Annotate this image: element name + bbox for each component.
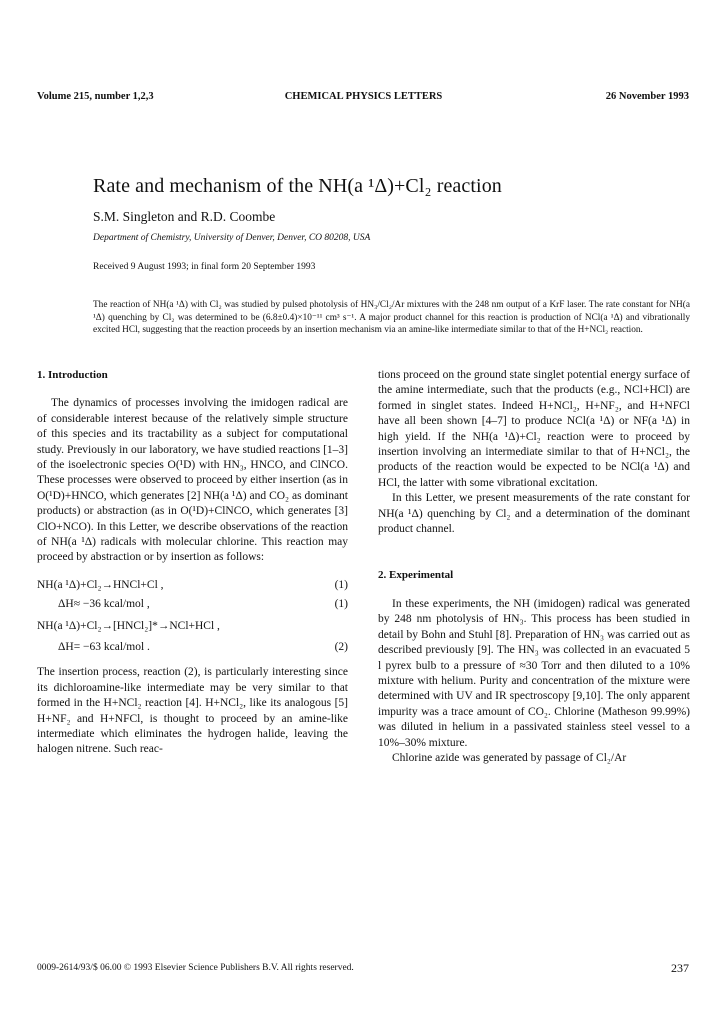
copyright-line: 0009-2614/93/$ 06.00 © 1993 Elsevier Science Publishers B.V. All rights reserved. <box>37 963 354 973</box>
volume-info: Volume 215, number 1,2,3 <box>37 91 154 102</box>
intro-paragraph: The dynamics of processes involving the imidogen radical are of considerable interest because of the relatively simple structure of this species and its tractability as a subject for computational study. Previously in our laboratory, we have studied reactions [1–3] of the isoelectronic species O(¹D) with HN₃, HNCO, and ClNCO. These processes were observed to proceed by either insertion (as in O(¹D)+HNCO, which generates [2] NH(a ¹Δ) and CO₂ as dominant products) or abstraction (as in O(¹D)+ClNCO, which generates [3] ClO+NCO). In this Letter, we describe observations of the reaction of NH(a ¹Δ) radicals with molecular chlorine. This reaction may proceed by abstraction or by insertion as follows: <box>37 397 348 564</box>
issue-date: 26 November 1993 <box>605 91 689 102</box>
article-title: Rate and mechanism of the NH(a ¹Δ)+Cl₂ reaction <box>93 175 502 197</box>
left-column <box>37 368 348 758</box>
equation-2-enthalpy-text: ΔH= −63 kcal/mol . <box>58 641 150 654</box>
equation-2-number: (2) <box>334 641 348 654</box>
insertion-paragraph: The insertion process, reaction (2), is particularly interesting since its dichloroamine-like intermediate may be very similar to that formed in the H+NCl₂ reaction [4]. H+NCl₂, like its analogous [5] H+NF₂ and H+NFCl, is thought to proceed by an amine-like intermediate which eliminates the hydrogen halide, leaving the halogen nitrene. Such reac- <box>37 666 348 756</box>
chlorine-azide-paragraph: Chlorine azide was generated by passage of Cl₂/Ar <box>392 751 627 764</box>
journal-name: CHEMICAL PHYSICS LETTERS <box>284 91 443 102</box>
equation-2-text: NH(a ¹Δ)+Cl₂→[HNCl₂]*→NCl+HCl , <box>37 619 220 632</box>
section-heading-experimental: 2. Experimental <box>378 569 454 582</box>
continuation-paragraph: tions proceed on the ground state singlet potential energy surface of the amine intermediate, such that the products (e.g., NCl+HCl) are formed in singlet states. Indeed H+NCl₂, H+NF₂, and H+NFCl have all been shown [4–7] to produce NCl(a ¹Δ) or NF(a ¹Δ) in high yield. If the NH(a ¹Δ)+Cl₂ reaction were to proceed by insertion involving an intermediate similar to that of H+NCl₂, the products of the reaction would be expected to be NCl(a ¹Δ) and HCl, the latter with some vibrational excitation. <box>378 369 690 489</box>
received-dates: Received 9 August 1993; in final form 20 September 1993 <box>93 262 316 272</box>
section-heading-introduction: 1. Introduction <box>37 369 108 381</box>
letter-summary-paragraph: In this Letter, we present measurements of the rate constant for NH(a ¹Δ) quenching by Cl₂ and a determination of the dominant product channel. <box>378 492 690 536</box>
equation-1-text: NH(a ¹Δ)+Cl₂→HNCl+Cl , <box>37 578 164 591</box>
equation-1-enthalpy-text: ΔH≈ −36 kcal/mol , <box>58 598 150 611</box>
equation-2 <box>37 619 348 634</box>
abstract: The reaction of NH(a ¹Δ) with Cl₂ was studied by pulsed photolysis of HN₃/Cl₂/Ar mixtures with the 248 nm output of a KrF laser. The rate constant for NH(a ¹Δ) quenching by Cl₂ was determined to be (6.8±0.4)×10⁻¹¹ cm³ s⁻¹. A major product channel for this reaction is production of NCl(a ¹Δ) and vibrationally excited HCl, suggesting that the reaction proceeds by an insertion mechanism via an amine-like intermediate similar to that of the H+NCl₂ reaction. <box>93 300 690 336</box>
equation-1-enthalpy <box>37 597 348 612</box>
equation-1-number: (1) <box>334 578 348 591</box>
experimental-paragraph: In these experiments, the NH (imidogen) radical was generated by 248 nm photolysis of HN₃. This process has been studied in detail by Bohn and Stuhl [8]. Preparation of HN₃ was carried out as described previously [9]. The HN₃ was collected in an evacuated 5 l pyrex bulb to a pressure of ≈30 Torr and then diluted to a 10% mixture with helium. Purity and concentration of the mixture were determined with UV and IR spectroscopy [9,10]. The only apparent impurity was a trace amount of CO₂. Chlorine (Matheson 99.99%) was diluted in helium in a passivated stainless steel vessel to a 10%–30% mixture. <box>378 597 690 749</box>
equation-1-enthalpy-number: (1) <box>334 598 348 611</box>
right-column <box>378 368 690 766</box>
equation-2-enthalpy <box>37 640 348 655</box>
affiliation: Department of Chemistry, University of Denver, Denver, CO 80208, USA <box>93 233 371 243</box>
authors: S.M. Singleton and R.D. Coombe <box>93 209 276 224</box>
equation-1 <box>37 578 348 593</box>
page-number: 237 <box>671 961 689 975</box>
